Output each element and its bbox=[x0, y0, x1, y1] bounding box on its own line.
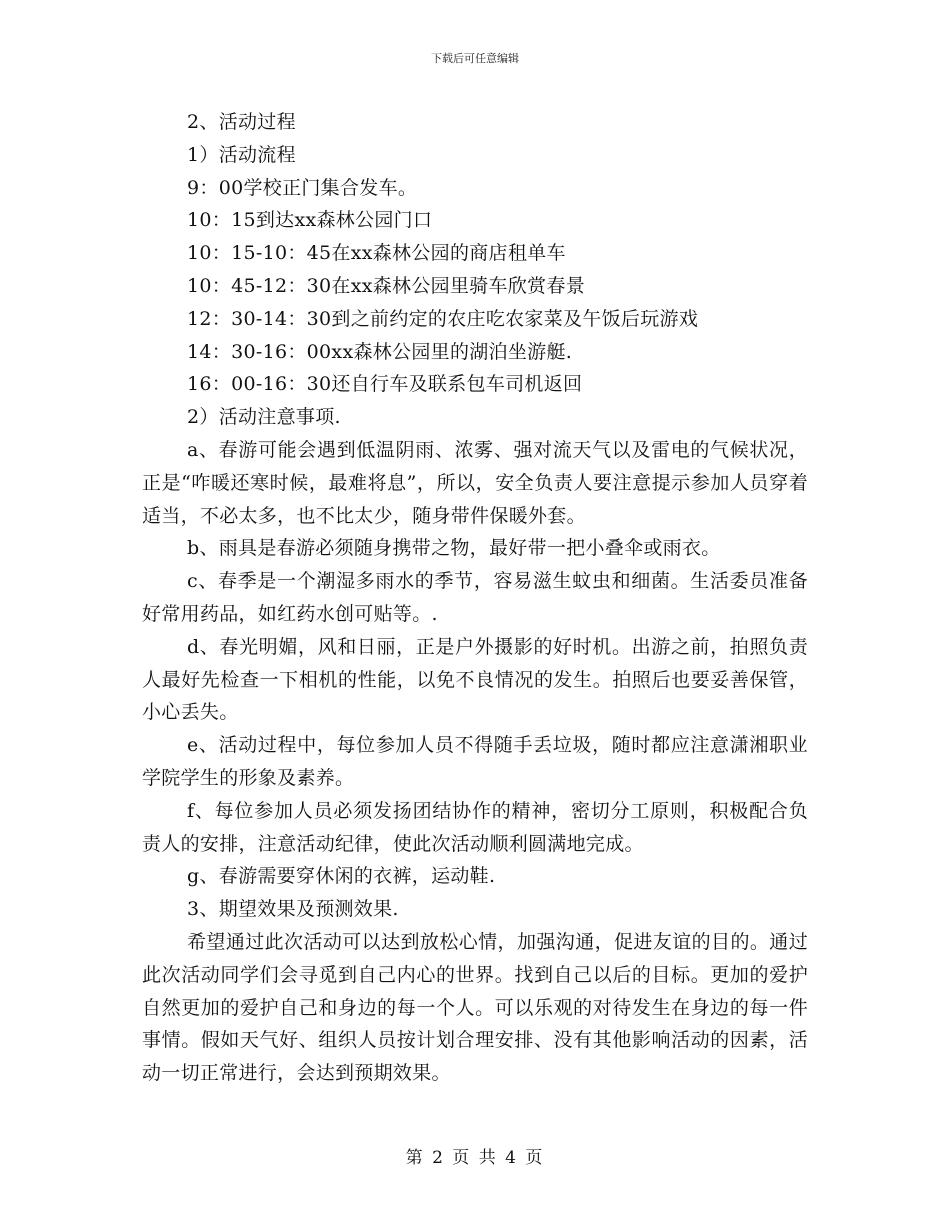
subsection-heading: 1）活动流程 bbox=[187, 143, 296, 166]
notice-paragraph: a、春游可能会遇到低温阴雨、浓雾、强对流天气以及雷电的气候状况，正是“咋暖还寒时候，最难将息”，所以，安全负责人要注意提示参加人员穿着适当，不必太多，也不比太少，随身带件保暖外套。 bbox=[142, 438, 808, 527]
notice-paragraph: g、春游需要穿休闲的衣裤，运动鞋. bbox=[187, 865, 496, 888]
schedule-item: 10：45-12：30在xx森林公园里骑车欣赏春景 bbox=[187, 274, 586, 297]
schedule-item: 10：15到达xx森林公园门口 bbox=[187, 209, 433, 232]
schedule-item: 14：30-16：00xx森林公园里的湖泊坐游艇. bbox=[187, 340, 573, 363]
body-paragraph: 希望通过此次活动可以达到放松心情，加强沟通，促进友谊的目的。通过此次活动同学们会寻觅到自己内心的世界。找到自己以后的目标。更加的爱护自然更加的爱护自己和身边的每一个人。可以乐观的对待发生在身边的每一件事情。假如天气好、组织人员按计划合理安排、没有其他影响活动的因素，活动一切正常进行，会达到预期效果。 bbox=[142, 930, 808, 1085]
schedule-item: 16：00-16：30还自行车及联系包车司机返回 bbox=[187, 373, 583, 396]
schedule-item: 9：00学校正门集合发车。 bbox=[187, 176, 418, 199]
document-body bbox=[142, 106, 808, 1090]
schedule-item: 10：15-10：45在xx森林公园的商店租单车 bbox=[187, 242, 566, 265]
section-heading: 3、期望效果及预测效果. bbox=[187, 898, 399, 921]
notice-paragraph: f、每位参加人员必须发扬团结协作的精神，密切分工原则，积极配合负责人的安排，注意活动纪律，使此次活动顺利圆满地完成。 bbox=[142, 799, 808, 855]
notice-paragraph: b、雨具是春游必须随身携带之物，最好带一把小叠伞或雨衣。 bbox=[187, 537, 721, 560]
page-header: 下载后可任意编辑 bbox=[431, 52, 519, 65]
notice-paragraph: e、活动过程中，每位参加人员不得随手丢垃圾，随时都应注意潇湘职业学院学生的形象及素养。 bbox=[142, 734, 808, 789]
notice-paragraph: d、春光明媚，风和日丽，正是户外摄影的好时机。出游之前，拍照负责人最好先检查一下相机的性能，以免不良情况的发生。拍照后也要妥善保管，小心丢失。 bbox=[142, 635, 808, 724]
page-number: 第 2 页 共 4 页 bbox=[405, 1148, 545, 1168]
notice-paragraph: c、春季是一个潮湿多雨水的季节，容易滋生蚊虫和细菌。生活委员准备好常用药品，如红药水创可贴等。. bbox=[142, 570, 808, 625]
schedule-item: 12：30-14：30到之前约定的农庄吃农家菜及午饭后玩游戏 bbox=[187, 307, 699, 330]
section-heading: 2、活动过程 bbox=[187, 111, 296, 133]
subsection-heading: 2）活动注意事项. bbox=[187, 406, 341, 429]
